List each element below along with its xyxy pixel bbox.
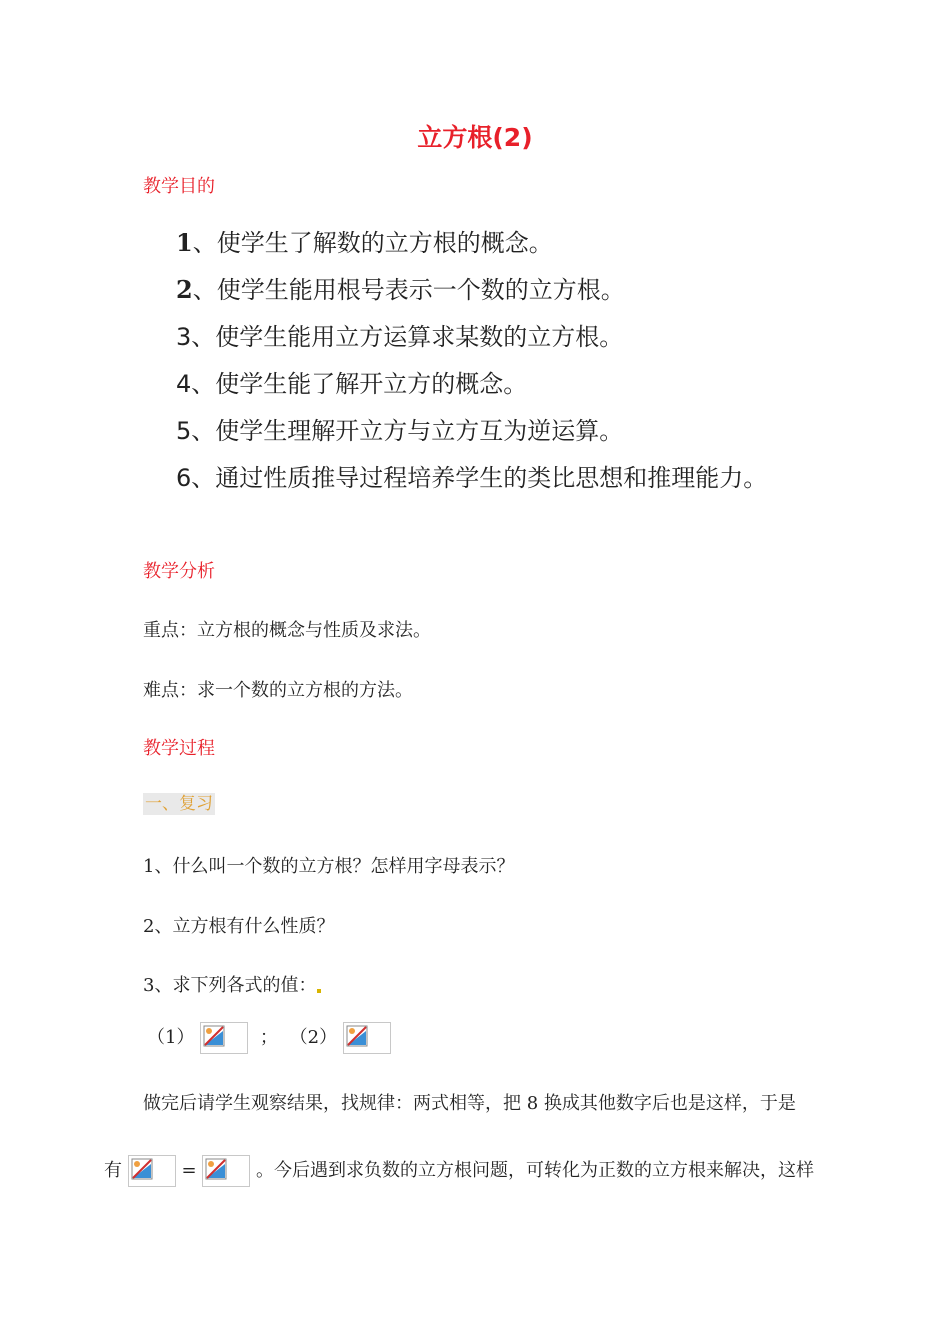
formula-image-3 <box>128 1155 176 1187</box>
key-point-text: 重点：立方根的概念与性质及求法。 <box>143 620 431 641</box>
review-question-3: 3、求下列各式的值： <box>143 971 322 997</box>
broken-image-icon <box>205 1158 227 1180</box>
broken-image-icon <box>203 1025 225 1047</box>
review-question-1: 1、什么叫一个数的立方根？怎样用字母表示？ <box>143 856 515 877</box>
objective-item: 5、使学生理解开立方与立方互为逆运算。 <box>176 417 624 445</box>
analysis-heading: 教学分析 <box>143 561 215 582</box>
difficulty-text: 难点：求一个数的立方根的方法。 <box>143 680 413 701</box>
equals-sign: = <box>181 1160 197 1181</box>
review-question-2: 2、立方根有什么性质？ <box>143 916 335 937</box>
page-title: 立方根(2) <box>417 123 533 152</box>
conclusion-text: 。今后遇到求负数的立方根问题，可转化为正数的立方根来解决，这样 <box>256 1160 815 1181</box>
formula-image-1 <box>200 1022 248 1054</box>
observe-text: 做完后请学生观察结果，找规律：两式相等，把 8 换成其他数字后也是这样，于是 <box>143 1093 796 1114</box>
formula-image-2 <box>343 1022 391 1054</box>
objective-item: 3、使学生能用立方运算求某数的立方根。 <box>176 323 624 351</box>
objectives-heading: 教学目的 <box>143 176 215 197</box>
exercise-separator: ； <box>259 1027 278 1048</box>
broken-image-icon <box>131 1158 153 1180</box>
objective-item: 2、使学生能用根号表示一个数的立方根。 <box>176 275 625 304</box>
broken-image-icon <box>346 1025 368 1047</box>
exercise-1-label: （1） <box>147 1027 195 1048</box>
objective-item: 6、通过性质推导过程培养学生的类比思想和推理能力。 <box>176 464 768 492</box>
objective-item: 1、使学生了解数的立方根的概念。 <box>176 228 553 257</box>
formula-image-4 <box>202 1155 250 1187</box>
highlight-mark <box>317 989 321 993</box>
process-heading: 教学过程 <box>143 738 215 759</box>
conclusion-row <box>104 1155 814 1187</box>
objective-item: 4、使学生能了解开立方的概念。 <box>176 370 528 398</box>
exercise-row <box>147 1022 391 1054</box>
have-prefix: 有 <box>104 1160 122 1181</box>
objectives-list <box>176 224 767 506</box>
review-heading: 一、复习 <box>145 794 213 814</box>
exercise-2-label: （2） <box>289 1027 338 1048</box>
